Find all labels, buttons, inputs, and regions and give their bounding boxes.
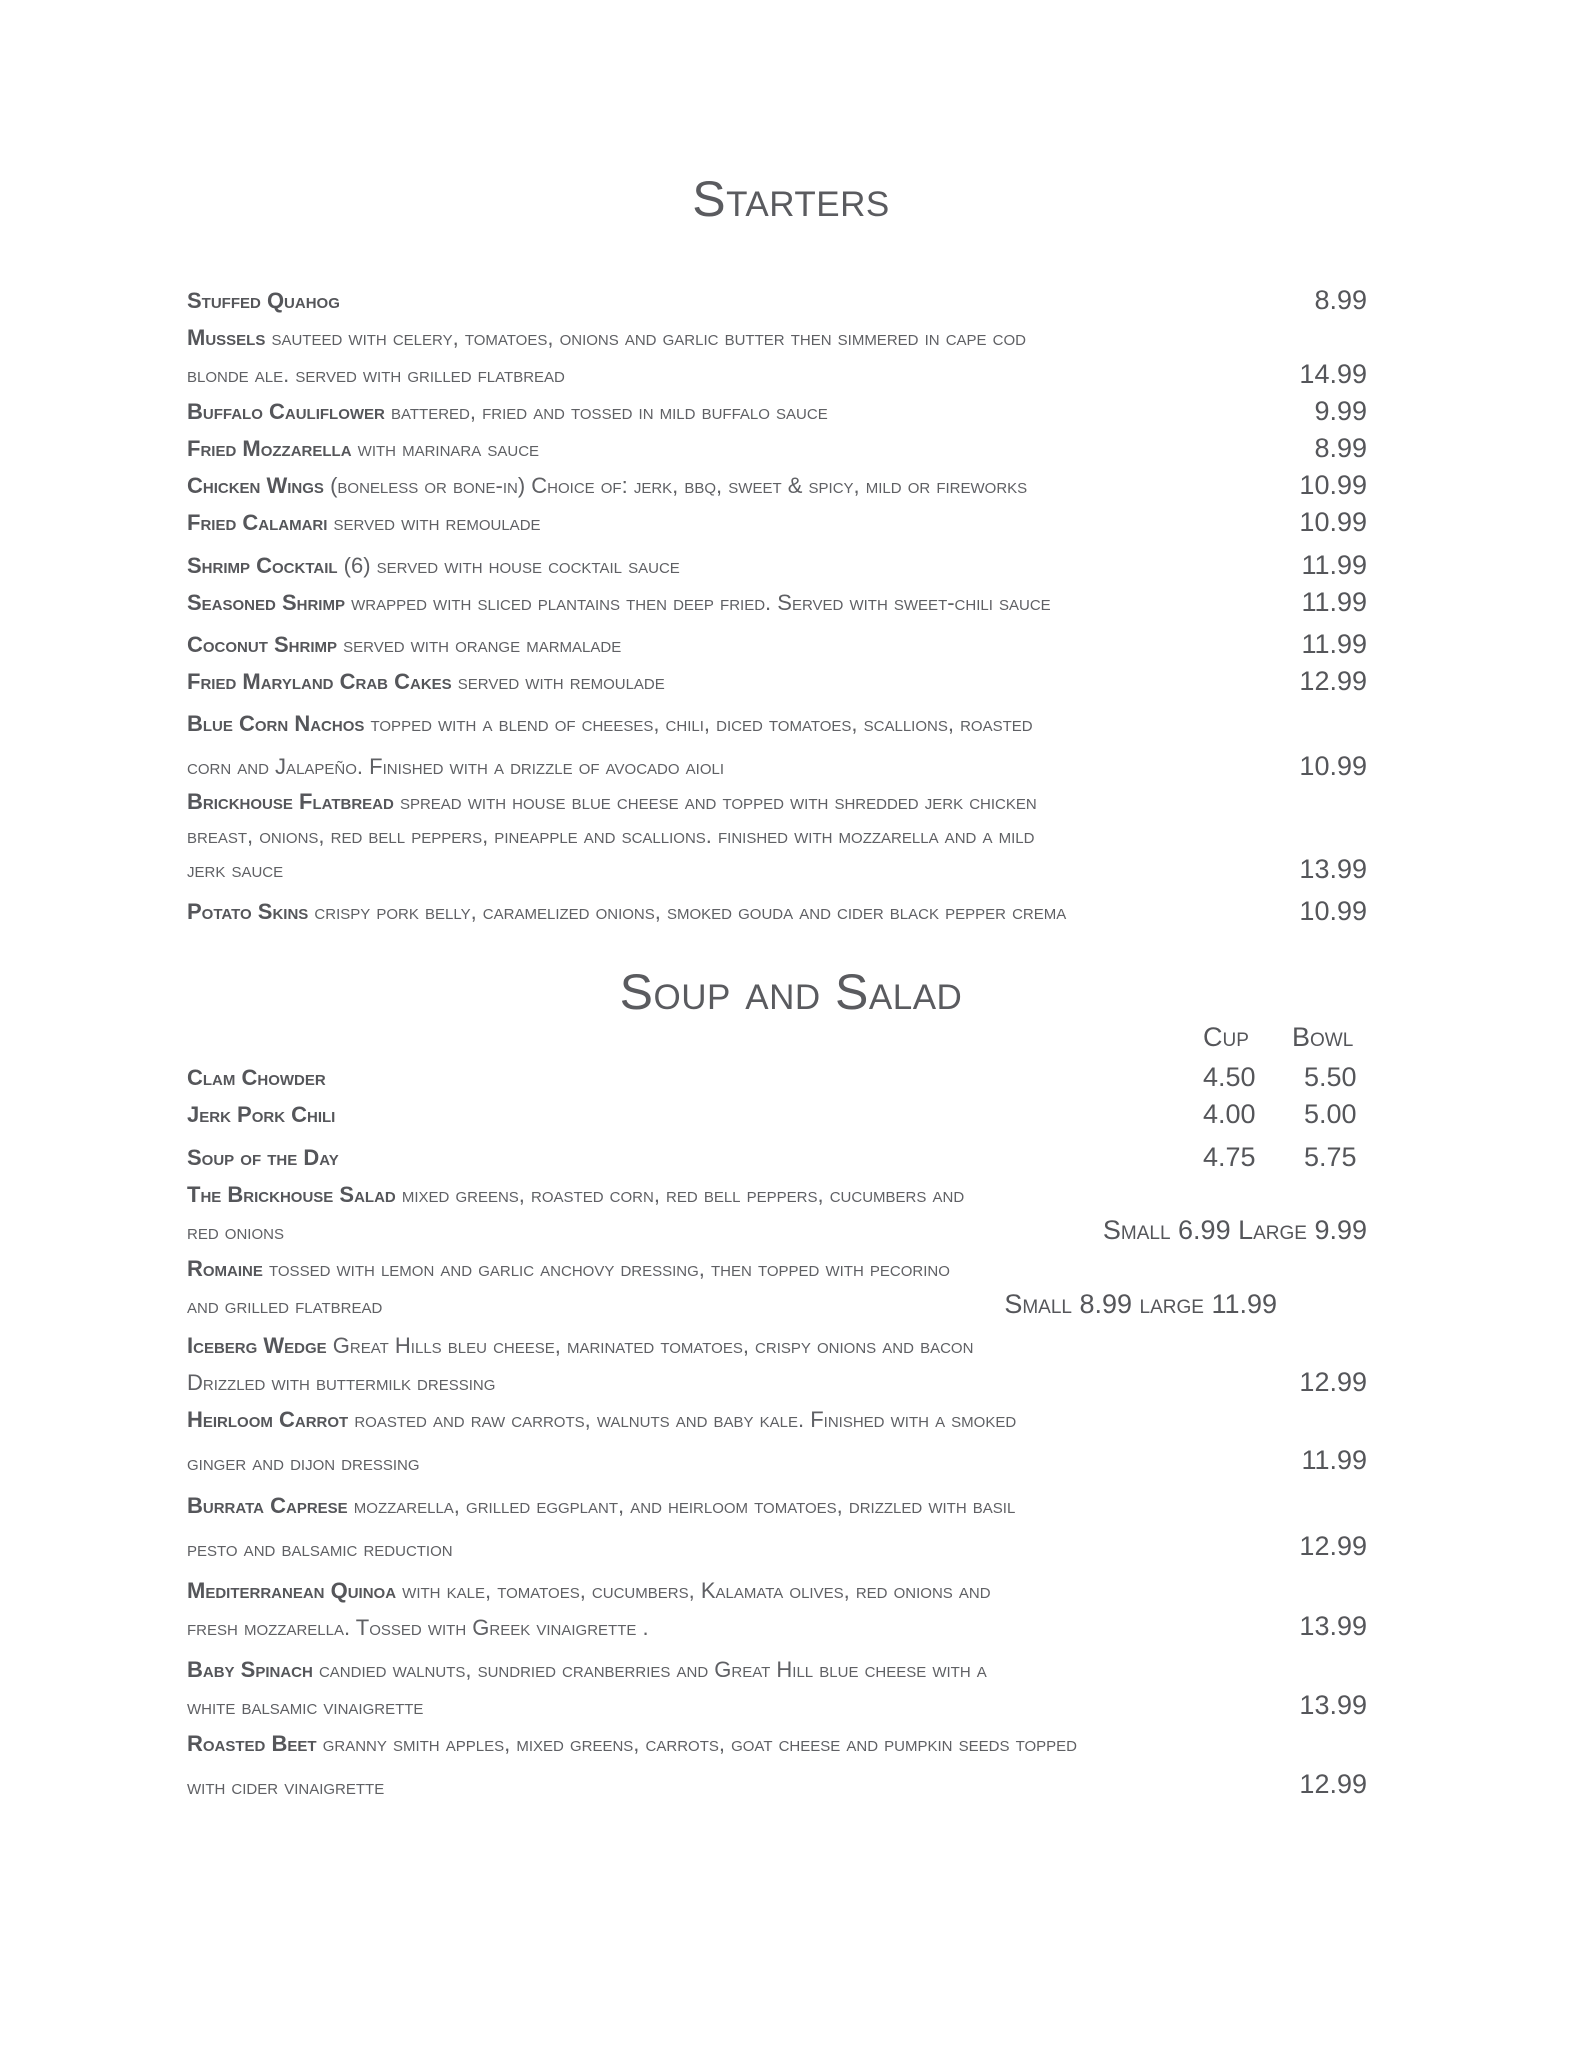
- item-description: white balsamic vinaigrette: [187, 1694, 424, 1719]
- menu-item: [187, 467, 1367, 504]
- item-name: Burrata Caprese: [187, 1493, 348, 1518]
- salad-item: [187, 1572, 1367, 1646]
- item-description: tossed with lemon and garlic anchovy dressing, then topped with pecorino: [262, 1256, 950, 1281]
- cup-column-header: Cup: [1203, 1022, 1249, 1052]
- bowl-column-header: Bowl: [1292, 1022, 1354, 1052]
- item-price: 12.99: [1299, 1367, 1367, 1397]
- item-description: blonde ale. served with grilled flatbread: [187, 362, 565, 387]
- menu-item: [187, 504, 1367, 541]
- item-name: Baby Spinach: [187, 1657, 313, 1682]
- cup-price: 4.00: [1203, 1099, 1256, 1129]
- bowl-price: 5.75: [1304, 1142, 1357, 1172]
- menu-item: [187, 547, 1367, 584]
- item-description: red onions: [187, 1219, 284, 1244]
- bowl-price: 5.50: [1304, 1062, 1357, 1092]
- item-price: 8.99: [1314, 433, 1367, 463]
- salad-item: [187, 1327, 1367, 1401]
- item-description: served with remoulade: [327, 510, 541, 535]
- menu-item: [187, 282, 1367, 319]
- item-price: 8.99: [1314, 285, 1367, 315]
- item-description: mozzarella, grilled eggplant, and heirloom tomatoes, drizzled with basil: [347, 1493, 1016, 1518]
- item-price: 13.99: [1299, 854, 1367, 884]
- item-name: Chicken Wings: [187, 473, 324, 498]
- item-name: Fried Mozzarella: [187, 436, 352, 461]
- item-name: Seasoned Shrimp: [187, 590, 345, 615]
- item-description: battered, fried and tossed in mild buffalo sauce: [384, 399, 828, 424]
- item-description: and grilled flatbread: [187, 1293, 383, 1318]
- item-price: 11.99: [1301, 1445, 1367, 1475]
- item-description: served with remoulade: [451, 669, 665, 694]
- item-description: served with orange marmalade: [337, 632, 622, 657]
- menu-item: [187, 705, 1367, 785]
- item-price: 12.99: [1299, 1769, 1367, 1799]
- item-description: topped with a blend of cheeses, chili, diced tomatoes, scallions, roasted: [364, 711, 1033, 736]
- item-description: Drizzled with buttermilk dressing: [187, 1370, 496, 1395]
- item-name: Blue Corn Nachos: [187, 711, 365, 736]
- item-description: (boneless or bone-in) Choice of: jerk, bbq, sweet & spicy, mild or fireworks: [323, 473, 1028, 498]
- soup-item: [187, 1139, 1367, 1176]
- item-name: Clam Chowder: [187, 1065, 326, 1090]
- item-description: spread with house blue cheese and topped with shredded jerk chicken: [393, 789, 1037, 814]
- item-price: 9.99: [1314, 396, 1367, 426]
- menu-item: [187, 785, 1367, 887]
- cup-price: 4.50: [1203, 1062, 1256, 1092]
- item-name: Mussels: [187, 325, 266, 350]
- menu-item: [187, 430, 1367, 467]
- item-price: 11.99: [1301, 550, 1367, 580]
- item-description: breast, onions, red bell peppers, pineapple and scallions. finished with mozzarella and a mild: [187, 823, 1035, 848]
- item-price: 10.99: [1299, 751, 1367, 781]
- item-price: 13.99: [1299, 1611, 1367, 1641]
- item-description: jerk sauce: [187, 857, 284, 882]
- salad-item: [187, 1250, 1367, 1324]
- item-name: Potato Skins: [187, 899, 309, 924]
- item-name: Mediterranean Quinoa: [187, 1578, 397, 1603]
- item-name: Buffalo Cauliflower: [187, 399, 385, 424]
- item-description: with kale, tomatoes, cucumbers, Kalamata olives, red onions and: [396, 1578, 991, 1603]
- item-price: 12.99: [1299, 1531, 1367, 1561]
- item-description: ginger and dijon dressing: [187, 1450, 420, 1475]
- item-name: Roasted Beet: [187, 1731, 317, 1756]
- item-description: mixed greens, roasted corn, red bell peppers, cucumbers and: [395, 1182, 965, 1207]
- item-description: (6) served with house cocktail sauce: [337, 553, 680, 578]
- salad-item: [187, 1176, 1367, 1250]
- menu-item: [187, 663, 1367, 700]
- menu-item: [187, 393, 1367, 430]
- item-description: fresh mozzarella. Tossed with Greek vinaigrette .: [187, 1615, 649, 1640]
- item-price: 10.99: [1299, 507, 1367, 537]
- item-description: roasted and raw carrots, walnuts and baby kale. Finished with a smoked: [348, 1407, 1017, 1432]
- item-description: candied walnuts, sundried cranberries and Great Hill blue cheese with a: [312, 1657, 987, 1682]
- menu-item: [187, 584, 1367, 621]
- item-price: 11.99: [1301, 629, 1367, 659]
- item-name: Jerk Pork Chili: [187, 1102, 336, 1127]
- item-name: Shrimp Cocktail: [187, 553, 338, 578]
- bowl-price: 5.00: [1304, 1099, 1357, 1129]
- item-price: 11.99: [1301, 587, 1367, 617]
- item-description: wrapped with sliced plantains then deep fried. Served with sweet-chili sauce: [344, 590, 1051, 615]
- item-name: Fried Calamari: [187, 510, 328, 535]
- item-description: with marinara sauce: [351, 436, 540, 461]
- item-price: 10.99: [1299, 470, 1367, 500]
- item-name: Brickhouse Flatbread: [187, 789, 394, 814]
- item-name: Soup of the Day: [187, 1145, 339, 1170]
- item-name: Stuffed Quahog: [187, 288, 340, 313]
- item-price: 13.99: [1299, 1690, 1367, 1720]
- item-name: Coconut Shrimp: [187, 632, 338, 657]
- menu-item: [187, 893, 1367, 930]
- soup-item: [187, 1096, 1367, 1133]
- soup-salad-heading: Soup and Salad: [619, 964, 963, 1020]
- item-name: Iceberg Wedge: [187, 1333, 327, 1358]
- item-name: Heirloom Carrot: [187, 1407, 349, 1432]
- item-description: Great Hills bleu cheese, marinated tomatoes, crispy onions and bacon: [326, 1333, 974, 1358]
- salad-item: [187, 1401, 1367, 1481]
- salad-item: [187, 1725, 1367, 1805]
- item-description: sauteed with celery, tomatoes, onions and garlic butter then simmered in cape cod: [265, 325, 1027, 350]
- item-price: 14.99: [1299, 359, 1367, 389]
- salad-item: [187, 1487, 1367, 1567]
- item-description: corn and Jalapeño. Finished with a drizzle of avocado aioli: [187, 754, 725, 779]
- item-price: 12.99: [1299, 666, 1367, 696]
- size-prices: Small 6.99 Large 9.99: [1102, 1215, 1367, 1245]
- item-price: 10.99: [1299, 896, 1367, 926]
- item-name: Romaine: [187, 1256, 263, 1281]
- item-name: The Brickhouse Salad: [187, 1182, 396, 1207]
- salad-item: [187, 1651, 1367, 1725]
- item-name: Fried Maryland Crab Cakes: [187, 669, 452, 694]
- soup-item: [187, 1059, 1367, 1096]
- item-description: crispy pork belly, caramelized onions, smoked gouda and cider black pepper crema: [308, 899, 1067, 924]
- cup-price: 4.75: [1203, 1142, 1256, 1172]
- starters-heading: Starters: [692, 171, 890, 227]
- menu-item: [187, 626, 1367, 663]
- item-description: granny smith apples, mixed greens, carrots, goat cheese and pumpkin seeds topped: [316, 1731, 1078, 1756]
- item-description: pesto and balsamic reduction: [187, 1536, 453, 1561]
- item-description: with cider vinaigrette: [187, 1774, 385, 1799]
- size-prices: Small 8.99 large 11.99: [1004, 1289, 1277, 1319]
- menu-item: [187, 319, 1367, 393]
